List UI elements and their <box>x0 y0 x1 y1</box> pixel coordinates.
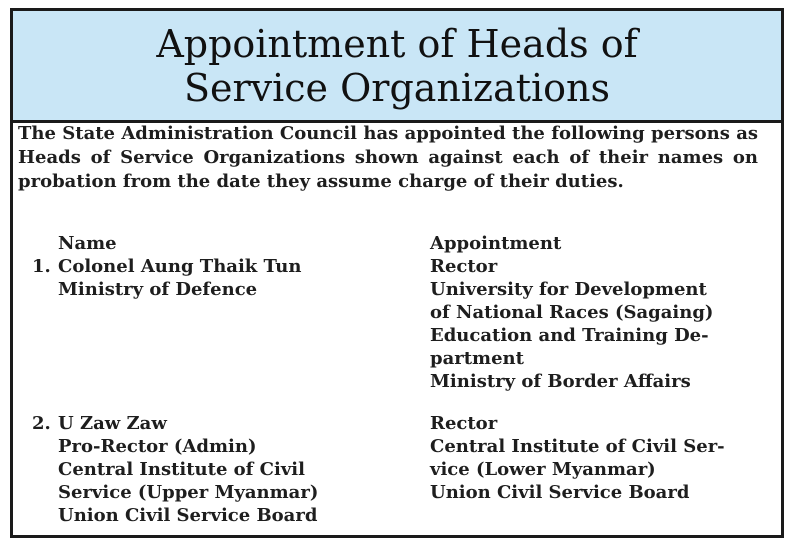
appointment-column-header: Appointment <box>430 233 562 254</box>
entry-1-ministry: Ministry of Defence <box>58 279 258 300</box>
entry-2-name-line: Union Civil Service Board <box>58 505 318 526</box>
entry-2-appointment-line: Central Institute of Civil Ser- <box>430 436 725 457</box>
entry-1-name: Colonel Aung Thaik Tun <box>58 256 302 277</box>
entry-2-name-block <box>58 412 318 527</box>
entry-1-appointment-line: Education and Training De- <box>430 325 709 346</box>
entry-1-appointment-line: Ministry of Border Affairs <box>430 371 691 392</box>
entry-2-appointment-block <box>430 412 725 504</box>
entry-1-appointment-line: partment <box>430 348 524 369</box>
entry-2-name-line: Central Institute of Civil <box>58 459 305 480</box>
entry-2-name-line: Service (Upper Myanmar) <box>58 482 319 503</box>
intro-paragraph: The State Administration Council has appointed the following persons as Heads of Service Organizations shown against each of their names on probation from the date they assume charge of their duties. <box>18 123 758 192</box>
entry-1-appointment-line: University for Development <box>430 279 707 300</box>
entry-1-appointment-line: of National Races (Sagaing) <box>430 302 714 323</box>
entry-2-appointment-line: vice (Lower Myanmar) <box>430 459 656 480</box>
entry-2-appointment-line: Union Civil Service Board <box>430 482 690 503</box>
entry-1-appointment-block <box>430 255 713 393</box>
title-line-1: Appointment of Heads of <box>156 21 638 66</box>
title-line-2: Service Organizations <box>183 65 611 110</box>
entry-2-name-line: U Zaw Zaw <box>58 413 167 434</box>
entry-1-appointment-line: Rector <box>430 256 498 277</box>
entry-1-name-block <box>58 255 301 301</box>
entry-2-number: 2. <box>32 413 51 434</box>
entry-1-number: 1. <box>32 256 51 277</box>
entry-2-name-line: Pro-Rector (Admin) <box>58 436 257 457</box>
entry-2-appointment-line: Rector <box>430 413 498 434</box>
title-banner <box>13 11 781 123</box>
name-column-header: Name <box>58 233 117 254</box>
